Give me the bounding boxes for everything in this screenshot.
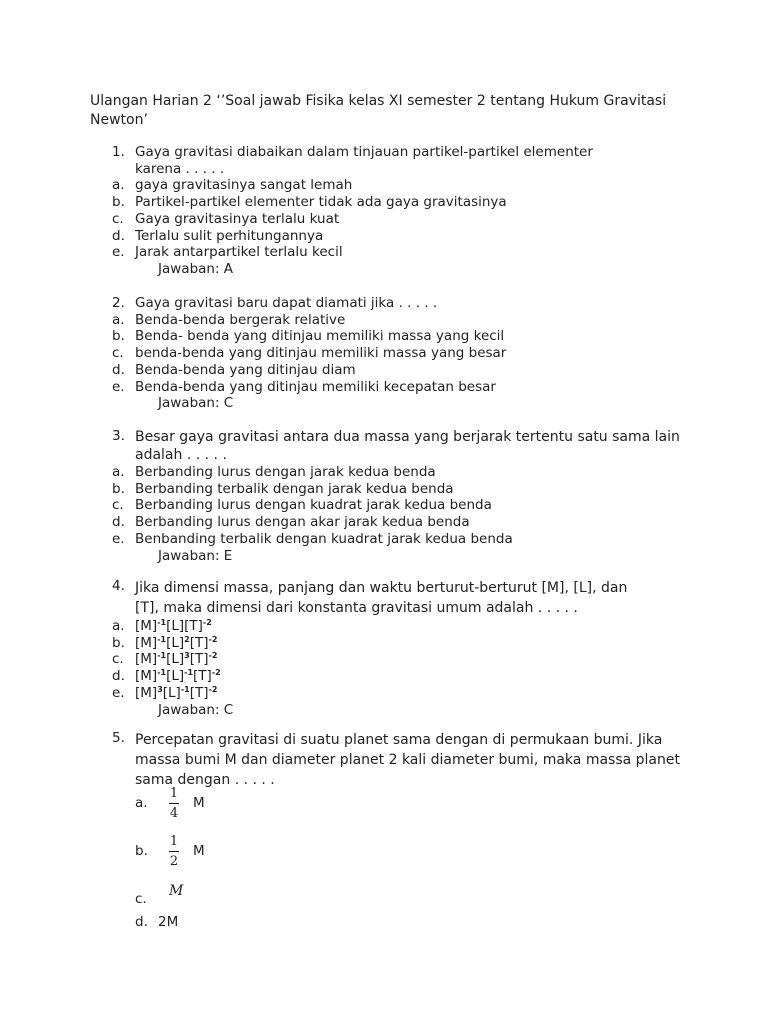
option-a: a. Berbanding lurus dengan jarak kedua benda bbox=[112, 464, 436, 480]
option-b: b. $\frac{1}{2}$ M bbox=[135, 834, 205, 869]
option-e: e. $[M]^3[L]^{-1}[T]^{-2}$ bbox=[112, 684, 218, 701]
answer-text: Jawaban: A bbox=[158, 260, 234, 277]
math-variable: M bbox=[169, 883, 184, 899]
option-c: c. $[M]^{-1}[L]^3[T]^{-2}$ bbox=[112, 651, 218, 668]
question-text: Percepatan gravitasi di suatu planet sama dengan di permukaan bumi. Jika massa bumi M dan diameter planet 2 kali diameter bumi, maka massa planet sama dengan . . . . . bbox=[135, 732, 680, 788]
question-text: Gaya gravitasi diabaikan dalam tinjauan partikel-partikel elementer karena . . . . . bbox=[135, 144, 593, 177]
option-c: c. Berbanding lurus dengan kuadrat jarak kedua benda bbox=[112, 497, 492, 514]
option-d: d. Terlalu sulit perhitungannya bbox=[112, 227, 324, 244]
option-b: b. Berbanding terbalik dengan jarak kedua benda bbox=[112, 480, 454, 497]
option-b: b. Benda- benda yang ditinjau memiliki massa yang kecil bbox=[112, 328, 505, 345]
option-d: d. 2M bbox=[135, 914, 179, 930]
question-text: Gaya gravitasi baru dapat diamati jika . . . . . bbox=[135, 295, 438, 311]
option-d: d. Benda-benda yang ditinjau diam bbox=[112, 361, 356, 378]
option-a: a. gaya gravitasinya sangat lemah bbox=[112, 177, 353, 194]
question-5-options bbox=[135, 0, 435, 1024]
option-c: c. Gaya gravitasinya terlalu kuat bbox=[112, 210, 340, 227]
option-b: b. $[M]^{-1}[L]^2[T]^{-2}$ bbox=[112, 634, 218, 651]
question-text: Besar gaya gravitasi antara dua massa yang berjarak tertentu satu sama lain adalah . . . . . bbox=[135, 429, 680, 463]
question-text: Jika dimensi massa, panjang dan waktu berturut-berturut [M], [L], dan [T], maka dimensi dari konstanta gravitasi umum adalah . . . . . bbox=[135, 580, 628, 616]
option-c: c. M bbox=[135, 883, 184, 907]
question-number: 1. bbox=[112, 144, 125, 160]
question-number: 4. bbox=[112, 578, 125, 594]
option-e: e. Jarak antarpartikel terlalu kecil bbox=[112, 244, 343, 261]
question-number: 5. bbox=[112, 730, 125, 746]
option-e: e. Benbanding terbalik dengan kuadrat jarak kedua benda bbox=[112, 530, 513, 547]
option-a: a. Benda-benda bergerak relative bbox=[112, 311, 346, 328]
document-title: Ulangan Harian 2 ‘’Soal jawab Fisika kelas XI semester 2 tentang Hukum Gravitasi Newton’ bbox=[90, 93, 667, 128]
question-number: 3. bbox=[112, 428, 125, 444]
option-a: a. $[M]^{-1}[L][T]^{-2}$ bbox=[112, 618, 212, 634]
answer-text: Jawaban: C bbox=[158, 701, 234, 718]
option-b: b. Partikel-partikel elementer tidak ada gaya gravitasinya bbox=[112, 194, 507, 211]
option-d: d. Berbanding lurus dengan akar jarak kedua benda bbox=[112, 514, 470, 531]
option-a: a. $\frac{1}{4}$ M bbox=[135, 786, 205, 821]
option-c: c. benda-benda yang ditinjau memiliki massa yang besar bbox=[112, 345, 507, 362]
question-number: 2. bbox=[112, 295, 125, 311]
fraction: $\frac{1}{2}$ bbox=[169, 834, 179, 869]
answer-text: Jawaban: C bbox=[158, 395, 234, 412]
answer-text: Jawaban: E bbox=[158, 547, 233, 564]
fraction: $\frac{1}{4}$ bbox=[169, 786, 179, 821]
option-e: e. Benda-benda yang ditinjau memiliki kecepatan besar bbox=[112, 378, 496, 395]
option-d: d. $[M]^{-1}[L]^{-1}[T]^{-2}$ bbox=[112, 668, 221, 685]
